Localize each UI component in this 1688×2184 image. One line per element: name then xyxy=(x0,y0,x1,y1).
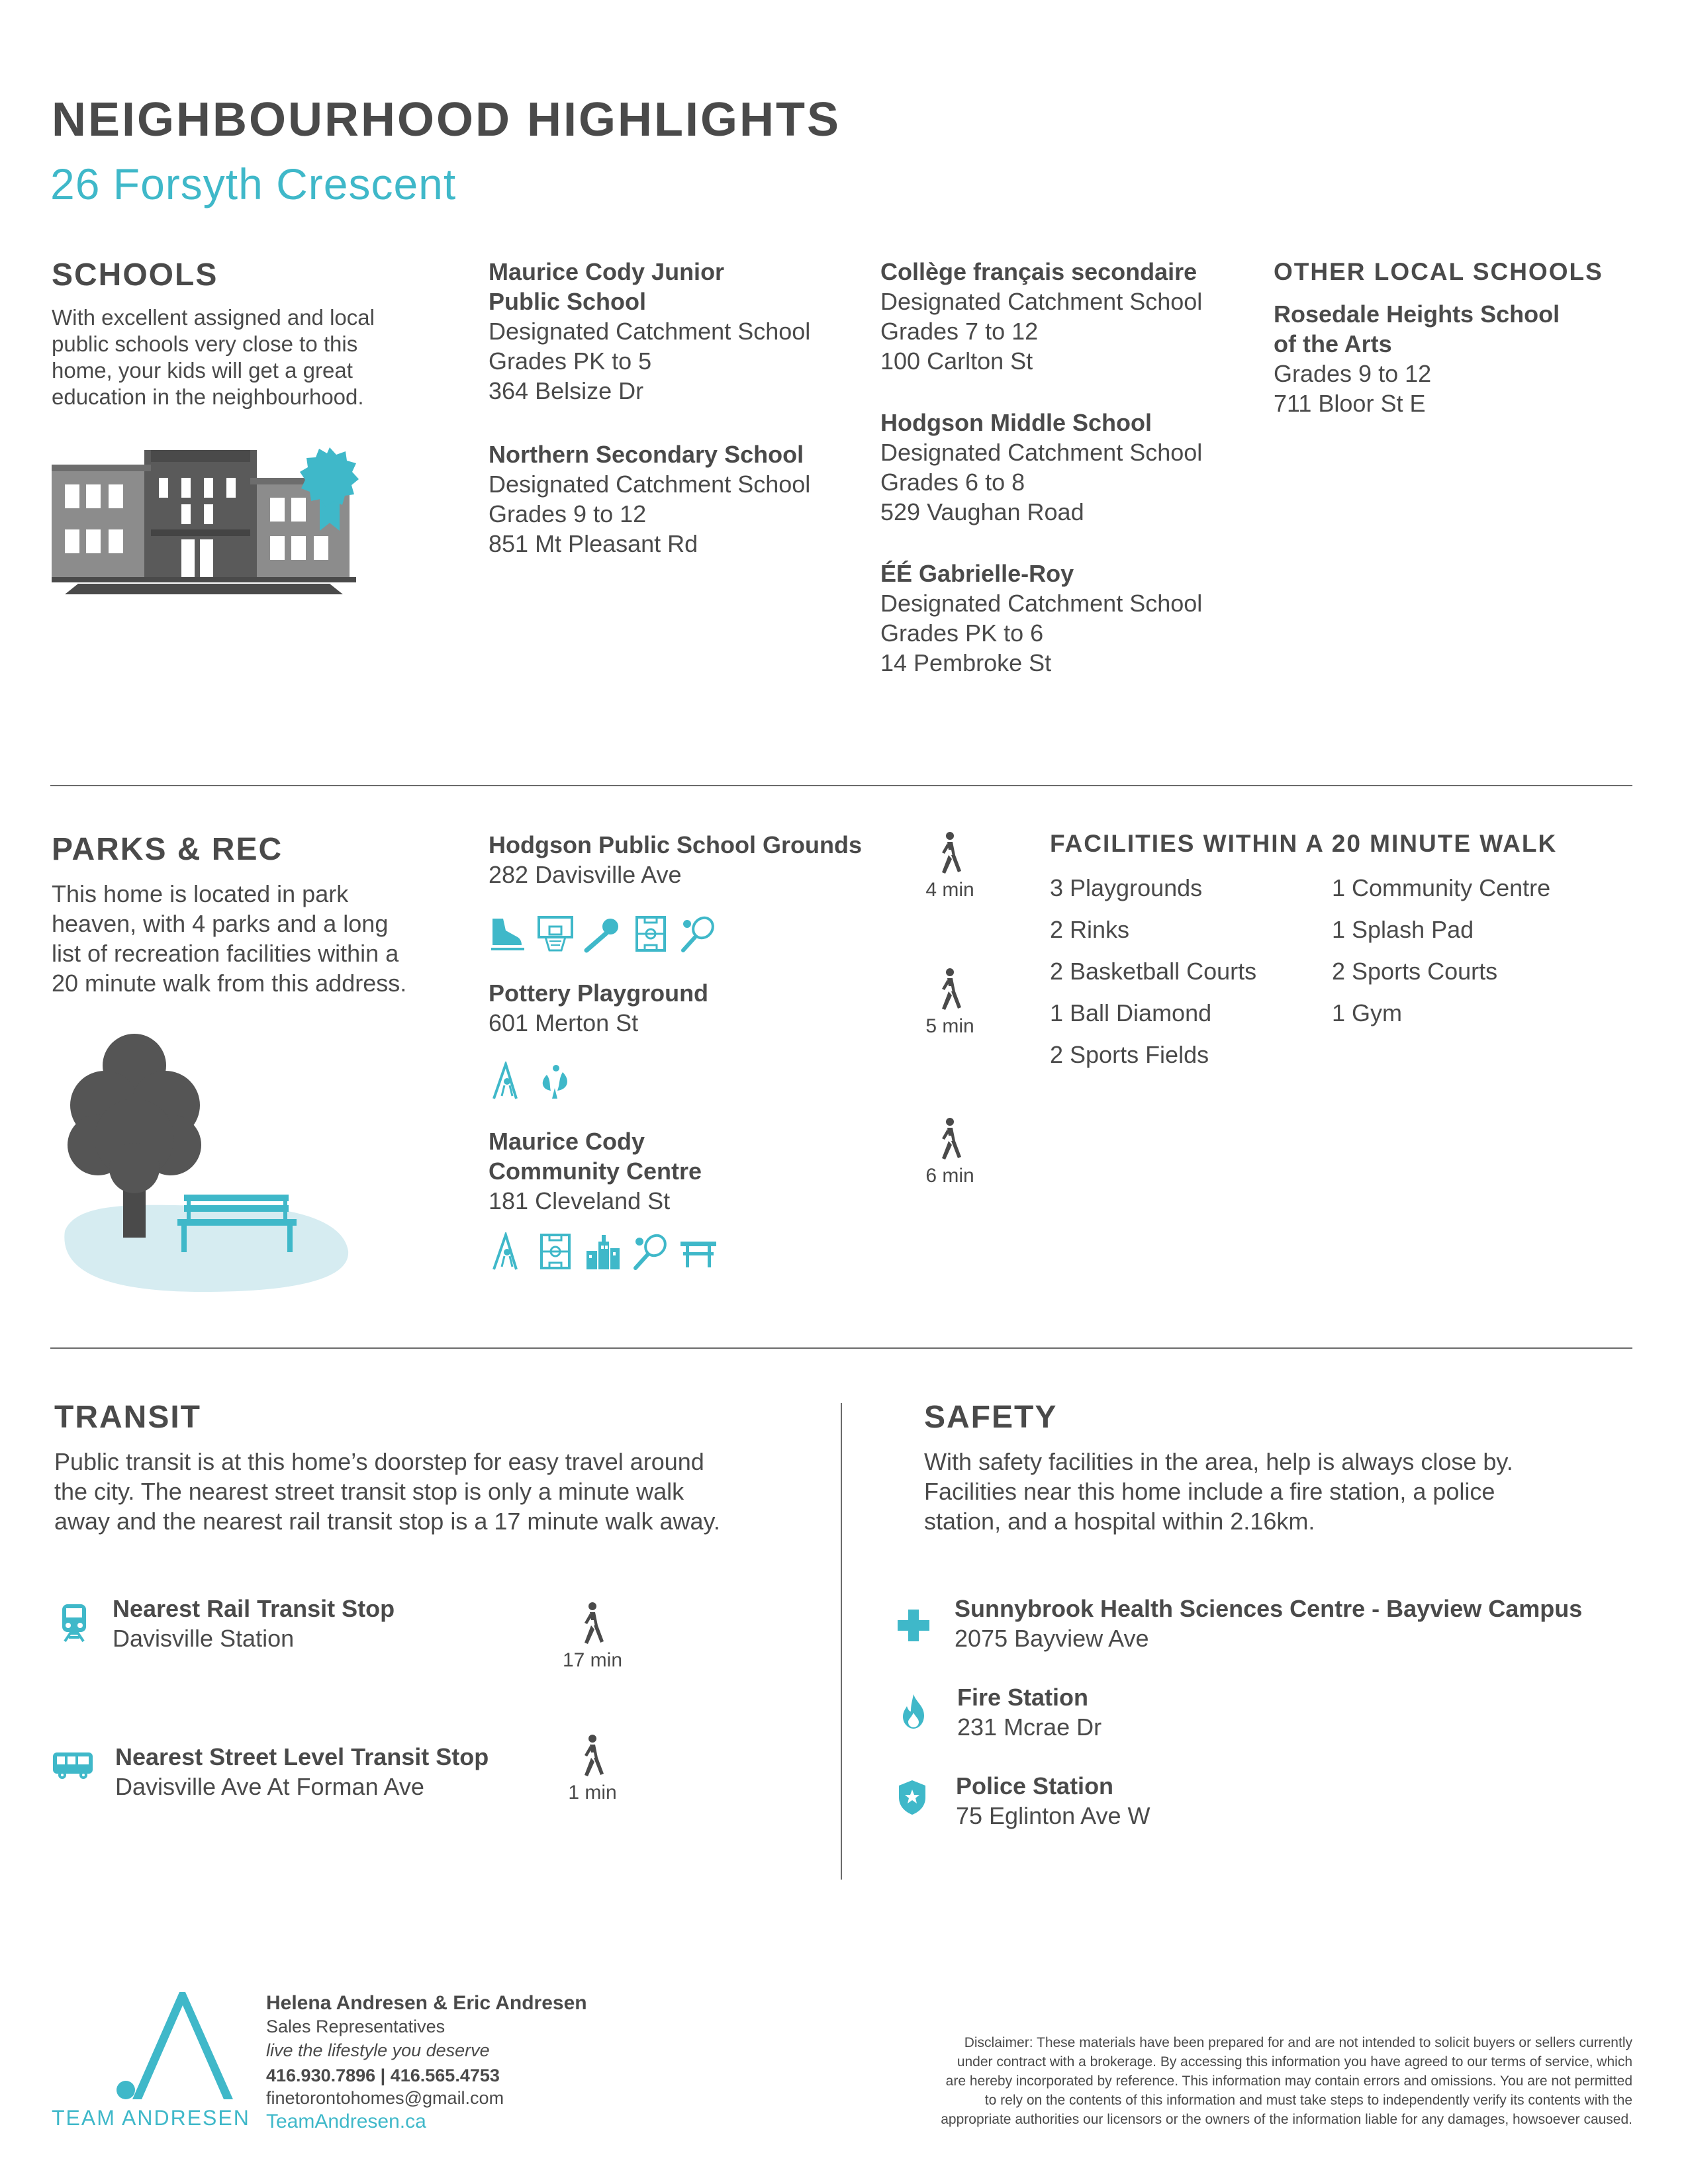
safety-heading: SAFETY xyxy=(924,1400,1058,1435)
parks-intro: This home is located in park heaven, with 4 parks and a long list of recreation facilities within a 20 minute walk from this address. xyxy=(52,880,407,997)
brand-name: TEAM ANDRESEN xyxy=(52,2106,250,2130)
street-stop-entry: Nearest Street Level Transit Stop Davisville Ave At Forman Ave xyxy=(115,1743,489,1800)
train-icon xyxy=(60,1603,89,1643)
skate-icon xyxy=(489,915,527,953)
park-amenity-icons xyxy=(489,1232,718,1271)
school-entry: ÉÉ Gabrielle-Roy Designated Catchment School Grades PK to 6 14 Pembroke St xyxy=(880,560,1203,676)
bus-icon xyxy=(52,1751,94,1780)
playground-icon xyxy=(489,1232,527,1271)
tennis-icon xyxy=(632,1232,670,1271)
walking-person-icon xyxy=(937,831,963,875)
community-centre-icon xyxy=(584,1232,622,1271)
hospital-cross-icon xyxy=(896,1608,931,1643)
walk-time-4min: 4 min xyxy=(914,831,986,901)
walk-time-5min: 5 min xyxy=(914,968,986,1038)
walking-person-icon xyxy=(937,1117,963,1161)
park-amenity-icons xyxy=(489,915,718,953)
school-entry: Collège français secondaire Designated Catchment School Grades 7 to 12 100 Carlton St xyxy=(880,258,1203,375)
fire-icon xyxy=(902,1693,925,1730)
picnic-table-icon xyxy=(679,1232,718,1271)
park-entry: Maurice Cody Community Centre 181 Cleveland St xyxy=(489,1128,702,1214)
park-tree-icon xyxy=(52,1032,356,1310)
disclaimer: Disclaimer: These materials have been prepared for and are not intended to solicit buyers or sellers currently under contract with a brokerage. By accessing this information you have agreed to our terms of service, which are hereby incorporated by reference. This information may contain errors and omissions. You are not permitted to rely on the contents of this information and must take steps to independently verify its contents with the appropriate authorities our licensors or the owners of the information liable for any damages, howsoever caused. xyxy=(941,2035,1632,2127)
walking-person-icon xyxy=(579,1734,606,1778)
school-entry: Rosedale Heights School of the Arts Grades 9 to 12 711 Bloor St E xyxy=(1274,300,1560,417)
school-building-icon xyxy=(52,437,363,599)
agent-contact: Helena Andresen & Eric Andresen Sales Representatives live the lifestyle you deserve 416.930.7896 | 416.565.4753 finetorontohomes@gmail.com TeamAndresen.ca xyxy=(266,1991,663,2135)
team-andresen-logo xyxy=(117,1989,242,2102)
school-entry: Hodgson Middle School Designated Catchment School Grades 6 to 8 529 Vaughan Road xyxy=(880,409,1203,525)
park-amenity-icons xyxy=(489,1062,575,1100)
walk-time-6min: 6 min xyxy=(914,1117,986,1187)
section-divider xyxy=(50,1347,1632,1349)
facilities-list-1: 3 Playgrounds 2 Rinks 2 Basketball Courts 1 Ball Diamond 2 Sports Fields xyxy=(1050,874,1257,1068)
walk-time-1min: 1 min xyxy=(556,1734,629,1804)
page-title: NEIGHBOURHOOD HIGHLIGHTS xyxy=(52,93,841,146)
walk-time-17min: 17 min xyxy=(556,1602,629,1672)
sports-field-icon xyxy=(632,915,670,953)
schools-heading: SCHOOLS xyxy=(52,257,218,293)
transit-heading: TRANSIT xyxy=(54,1400,201,1435)
hospital-entry: Sunnybrook Health Sciences Centre - Bayview Campus 2075 Bayview Ave xyxy=(955,1595,1583,1652)
school-entry: Northern Secondary School Designated Catchment School Grades 9 to 12 851 Mt Pleasant Rd xyxy=(489,441,811,557)
playground-icon xyxy=(489,1062,527,1100)
police-station-entry: Police Station 75 Eglinton Ave W xyxy=(956,1772,1150,1829)
other-schools-heading: OTHER LOCAL SCHOOLS xyxy=(1274,258,1603,285)
walking-person-icon xyxy=(579,1602,606,1645)
transit-intro: Public transit is at this home’s doorstep for easy travel around the city. The nearest street transit stop is only a minute walk away and the nearest rail transit stop is a 17 minute walk away. xyxy=(54,1448,720,1535)
safety-intro: With safety facilities in the area, help is always close by. Facilities near this home include a fire station, a police station, and a hospital within 2.16km. xyxy=(924,1448,1513,1535)
sports-field-icon xyxy=(536,1232,575,1271)
park-entry: Pottery Playground 601 Merton St xyxy=(489,979,709,1036)
school-entry: Maurice Cody Junior Public School Designated Catchment School Grades PK to 5 364 Belsize Dr xyxy=(489,258,811,404)
parks-heading: PARKS & REC xyxy=(52,832,283,867)
facilities-heading: FACILITIES WITHIN A 20 MINUTE WALK xyxy=(1050,830,1558,857)
basketball-icon xyxy=(536,915,575,953)
tennis-icon xyxy=(679,915,718,953)
column-divider xyxy=(841,1403,842,1880)
fire-station-entry: Fire Station 231 Mcrae Dr xyxy=(957,1684,1102,1741)
schools-intro: With excellent assigned and local public schools very close to this home, your kids will get a great education in the neighbourhood. xyxy=(52,305,375,409)
facilities-list-2: 1 Community Centre 1 Splash Pad 2 Sports Courts 1 Gym xyxy=(1332,874,1551,1026)
rail-stop-entry: Nearest Rail Transit Stop Davisville Station xyxy=(113,1595,395,1652)
baseball-icon xyxy=(584,915,622,953)
splash-pad-icon xyxy=(536,1062,575,1100)
walking-person-icon xyxy=(937,968,963,1011)
police-shield-icon xyxy=(898,1779,927,1816)
section-divider xyxy=(50,785,1632,786)
website-link[interactable]: TeamAndresen.ca xyxy=(266,2111,426,2132)
park-entry: Hodgson Public School Grounds 282 Davisville Ave xyxy=(489,831,862,888)
property-address: 26 Forsyth Crescent xyxy=(50,159,457,208)
